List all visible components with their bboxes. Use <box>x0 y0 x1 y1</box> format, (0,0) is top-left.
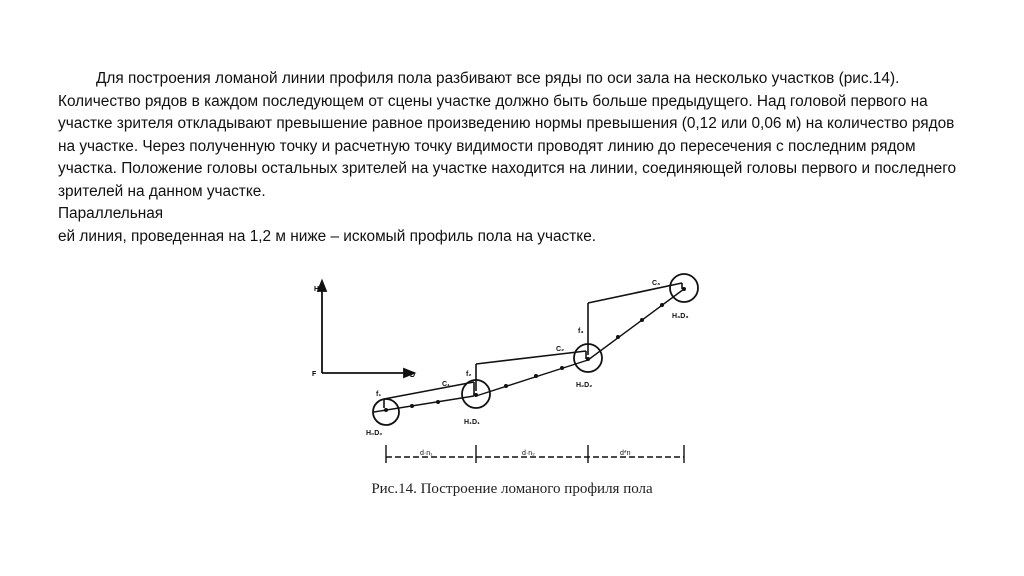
sight-line-2 <box>476 360 588 396</box>
point <box>410 404 414 408</box>
point <box>616 335 620 339</box>
dim-label-1: d·n₁ <box>420 450 433 457</box>
point <box>534 374 538 378</box>
point <box>384 408 388 412</box>
paragraph-2: Параллельная <box>58 205 164 222</box>
point <box>560 366 564 370</box>
paragraph-1: Для построения ломаной линии профиля пола разбивают все ряды по оси зала на несколько участков (рис.14). Количество рядов в каждом последующем от сцены участке должно быть больше предыдущего. Над головой первого на участке зрителя откладывают превышение равное произведению нормы превышения (0,12 или 0,06 м) на количество рядов на участке. Через полученную точку и расчетную точку видимости проводят линию до пересечения с последним рядом участка. Положение головы остальных зрителей на участке находится на линии, соединяющей головы первого и последнего зрителей на данном участке. <box>58 70 957 200</box>
point <box>504 384 508 388</box>
label-f1: f₁ <box>376 391 382 398</box>
point <box>660 303 664 307</box>
axis-label-d: D <box>410 372 416 379</box>
label-h1d1: H₁D₁ <box>464 419 480 426</box>
label-f3: f₃ <box>578 328 584 335</box>
label-h3d3: H₃D₃ <box>672 313 689 320</box>
elevation-lines <box>384 283 682 408</box>
floor-profile-figure <box>300 265 720 475</box>
point <box>474 393 478 397</box>
axis-label-h: H <box>314 286 320 293</box>
label-c2: C₂ <box>556 346 565 353</box>
head-circles <box>373 274 698 425</box>
point <box>640 318 644 322</box>
dim-label-3: d*n <box>620 450 631 457</box>
label-f2: f₂ <box>466 371 472 378</box>
row-points <box>384 287 686 412</box>
axes <box>318 281 414 377</box>
point <box>682 287 686 291</box>
label-h0d0: H₀D₀ <box>366 430 383 437</box>
sight-lines <box>374 289 684 412</box>
point <box>586 357 590 361</box>
axis-label-f: F <box>312 371 317 378</box>
c3-line <box>588 283 682 303</box>
label-c3: C₃ <box>652 280 661 287</box>
point <box>436 400 440 404</box>
c2-line <box>476 351 586 364</box>
body-text <box>58 68 958 248</box>
c1-line <box>384 382 474 399</box>
dim-label-2: d·n₂ <box>522 450 535 457</box>
label-h2d2: H₂D₂ <box>576 382 593 389</box>
axis-arrow-up <box>318 281 326 291</box>
label-c1: C₁ <box>442 381 450 388</box>
figure-caption: Рис.14. Построение ломаного профиля пола <box>371 481 653 497</box>
profile-diagram <box>300 265 720 475</box>
paragraph-3: ей линия, проведенная на 1,2 м ниже – искомый профиль пола на участке. <box>58 227 597 245</box>
